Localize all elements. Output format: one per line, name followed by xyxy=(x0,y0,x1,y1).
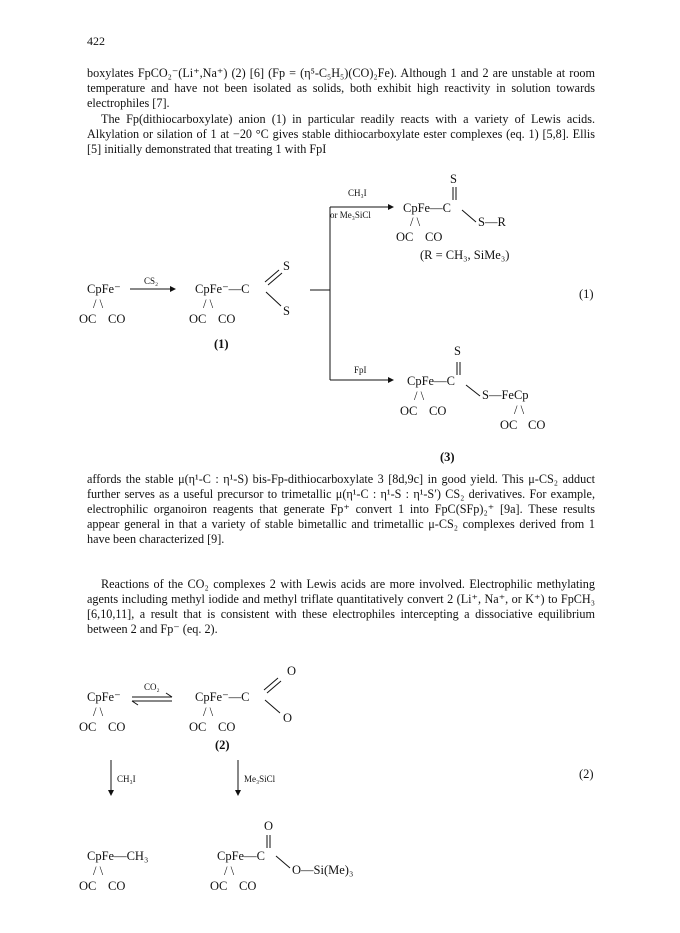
silyl-co: CO xyxy=(239,879,257,893)
reagent-me3sicl: Me₃SiCl xyxy=(244,774,276,784)
silyl-o-sime3: O—Si(Me)₃ xyxy=(292,863,354,877)
fp-anion-oc: OC xyxy=(79,312,97,326)
ester-s-top: S xyxy=(450,172,457,186)
bis-fp-oc: OC xyxy=(400,404,418,418)
silyl-bonds: / \ xyxy=(224,864,235,878)
reagent-fpi: FpI xyxy=(354,365,367,375)
silyl-ester: CpFe—C xyxy=(217,849,265,863)
ester-oc: OC xyxy=(396,230,414,244)
page-number: 422 xyxy=(87,34,105,48)
bis-fp-fe-co: CO xyxy=(528,418,546,432)
paragraph-1: boxylates FpCO₂⁻(Li⁺,Na⁺) (2) [6] (Fp = (η⁵-C₅H₅)(CO)₂Fe). Although 1 and 2 are unstable at room temperature and have not been isolated as solids, both exhibit high reactivity in solution towards electrophiles [7]. xyxy=(87,66,595,110)
co2-o-bottom: O xyxy=(283,711,293,725)
fp-anion: CpFe⁻ xyxy=(87,282,121,296)
bis-fp-co: CO xyxy=(429,404,447,418)
reagent-or-me3sicl: or Me₃SiCl xyxy=(330,210,371,220)
reagent-co2: CO₂ xyxy=(144,682,160,692)
label-2: (2) xyxy=(215,738,230,752)
compound-1-s-bottom: S xyxy=(283,304,290,318)
compound-1-co: CO xyxy=(218,312,236,326)
ester-co: CO xyxy=(425,230,443,244)
co2-o-top: O xyxy=(287,664,297,678)
silyl-oc: OC xyxy=(210,879,228,893)
fpch3: CpFe—CH₃ xyxy=(87,849,149,863)
label-3: (3) xyxy=(440,450,455,464)
fpch3-oc: OC xyxy=(79,879,97,893)
fpch3-bonds: / \ xyxy=(93,864,104,878)
reagent-cs2: CS₂ xyxy=(144,276,159,286)
fp-anion-bonds: / \ xyxy=(93,297,104,311)
reagent-ch3i-2: CH₃I xyxy=(117,774,136,784)
bis-fp-complex: CpFe—C xyxy=(407,374,455,388)
paragraph-4: Reactions of the CO₂ complexes 2 with Lewis acids are more involved. Electrophilic methylating agents including methyl iodide and methyl triflate quantitatively convert 2 (Li⁺, Na⁺, or K⁺) to FpCH₃ [6,10,11], a result that is consistent with these electrophiles intercepting a dissociative equilibrium between 2 and Fp⁻ (eq. 2). xyxy=(87,577,595,636)
fp-anion-2: CpFe⁻ xyxy=(87,690,121,704)
compound-1: CpFe⁻—C xyxy=(195,282,250,296)
compound-2-co: CO xyxy=(218,720,236,734)
equation-2-number: (2) xyxy=(579,767,594,781)
compound-1-oc: OC xyxy=(189,312,207,326)
r-definition: (R = CH₃, SiMe₃) xyxy=(420,248,510,262)
compound-2-bonds: / \ xyxy=(203,705,214,719)
paragraph-3: affords the stable μ(η¹-C : η¹-S) bis-Fp-dithiocarboxylate 3 [8d,9c] in good yield. This μ-CS₂ adduct further serves as a useful precursor to trimetallic μ(η¹-C : η¹-S : η¹-S′) CS₂ derivatives. For example, electrophilic organoiron reagents that generate Fp⁺ convert 1 into FpC(SFp)₂⁺ [9a]. These results appear general in that a variety of stable bimetallic and trimetallic μ-CS₂ complexes derived from 1 have been characterized [9]. xyxy=(87,472,595,546)
bis-fp-bonds: / \ xyxy=(414,389,425,403)
bis-fp-fe-bonds: / \ xyxy=(514,403,525,417)
fp-anion-2-co: CO xyxy=(108,720,126,734)
equation-1-number: (1) xyxy=(579,287,594,301)
bis-fp-s-fecp: S—FeCp xyxy=(482,388,529,402)
compound-1-bonds: / \ xyxy=(203,297,214,311)
fp-anion-2-oc: OC xyxy=(79,720,97,734)
compound-2-oc: OC xyxy=(189,720,207,734)
ester-s-r: S—R xyxy=(478,215,506,229)
ester-bonds: / \ xyxy=(410,215,421,229)
fp-anion-2-bonds: / \ xyxy=(93,705,104,719)
compound-1-s-top: S xyxy=(283,259,290,273)
ester-complex: CpFe—C xyxy=(403,201,451,215)
reagent-ch3i: CH₃I xyxy=(348,188,367,198)
silyl-o-top: O xyxy=(264,819,274,833)
fpch3-co: CO xyxy=(108,879,126,893)
compound-2: CpFe⁻—C xyxy=(195,690,250,704)
bis-fp-s-top: S xyxy=(454,344,461,358)
label-1: (1) xyxy=(214,337,229,351)
fp-anion-co: CO xyxy=(108,312,126,326)
paragraph-2: The Fp(dithiocarboxylate) anion (1) in particular readily reacts with a variety of Lewis acids. Alkylation or silation of 1 at −20 °C gives stable dithiocarboxylate ester complexes (eq. 1) [5,8]. Ellis [5] initially demonstrated that treating 1 with FpI xyxy=(87,112,595,156)
bis-fp-fe-oc: OC xyxy=(500,418,518,432)
